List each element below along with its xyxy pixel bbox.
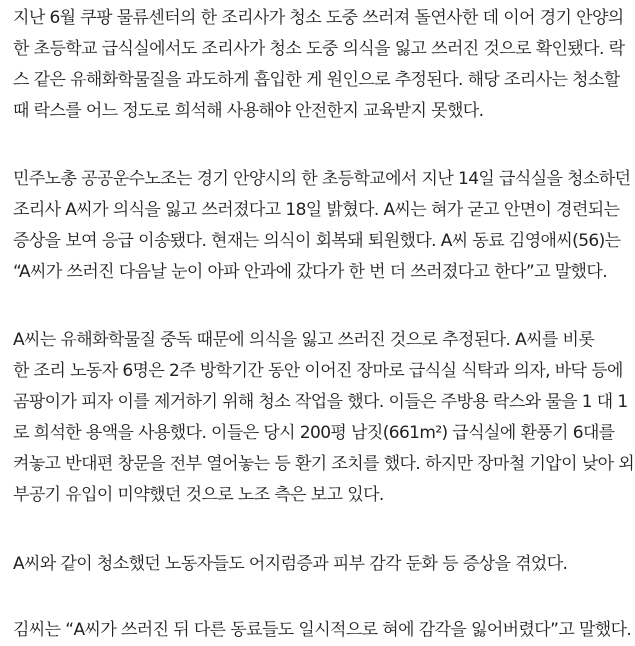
- text-line: 로 희석한 용액을 사용했다. 이들은 당시 200평 남짓(661m²) 급식실에 환풍기 6대를: [13, 423, 615, 443]
- text-line: 켜놓고 반대편 창문을 전부 열어놓는 등 환기 조치를 했다. 하지만 장마철 기압이 낮아 외: [13, 454, 635, 474]
- paragraph-5: [13, 615, 631, 646]
- paragraph-4: [13, 549, 567, 580]
- text-line: “A씨가 쓰러진 다음날 눈이 아파 안과에 갔다가 한 번 더 쓰러졌다고 한다”고 말했다.: [13, 262, 608, 282]
- text-line: 부공기 유입이 미약했던 것으로 노조 측은 보고 있다.: [13, 485, 384, 505]
- text-line: 한 초등학교 급식실에서도 조리사가 청소 도중 의식을 잃고 쓰러진 것으로 확인됐다. 락: [13, 39, 625, 59]
- text-line: 때 락스를 어느 정도로 희석해 사용해야 안전한지 교육받지 못했다.: [13, 101, 484, 121]
- text-line: 증상을 보여 응급 이송됐다. 현재는 의식이 회복돼 퇴원했다. A씨 동료 김영애씨(56)는: [13, 231, 621, 251]
- text-line: 곰팡이가 피자 이를 제거하기 위해 청소 작업을 했다. 이들은 주방용 락스와 물을 1 대 1: [13, 392, 628, 412]
- text-line: A씨는 유해화학물질 중독 때문에 의식을 잃고 쓰러진 것으로 추정된다. A씨를 비롯: [13, 330, 595, 350]
- text-line: 한 조리 노동자 6명은 2주 방학기간 동안 이어진 장마로 급식실 식탁과 의자, 바닥 등에: [13, 361, 623, 381]
- paragraph-1: [13, 3, 624, 127]
- text-line: 지난 6월 쿠팡 물류센터의 한 조리사가 청소 도중 쓰러져 돌연사한 데 이어 경기 안양의: [13, 8, 624, 28]
- paragraph-2: [13, 164, 630, 288]
- text-line: 김씨는 “A씨가 쓰러진 뒤 다른 동료들도 일시적으로 혀에 감각을 잃어버렸다”고 말했다.: [13, 620, 632, 640]
- paragraph-3: [13, 325, 634, 511]
- text-line: 스 같은 유해화학물질을 과도하게 흡입한 게 원인으로 추정된다. 해당 조리사는 청소할: [13, 70, 620, 90]
- text-line: A씨와 같이 청소했던 노동자들도 어지럼증과 피부 감각 둔화 등 증상을 겪었다.: [13, 554, 568, 574]
- text-line: 조리사 A씨가 의식을 잃고 쓰러졌다고 18일 밝혔다. A씨는 혀가 굳고 안면이 경련되는: [13, 200, 620, 220]
- text-line: 민주노총 공공운수노조는 경기 안양시의 한 초등학교에서 지난 14일 급식실을 청소하던: [13, 169, 631, 189]
